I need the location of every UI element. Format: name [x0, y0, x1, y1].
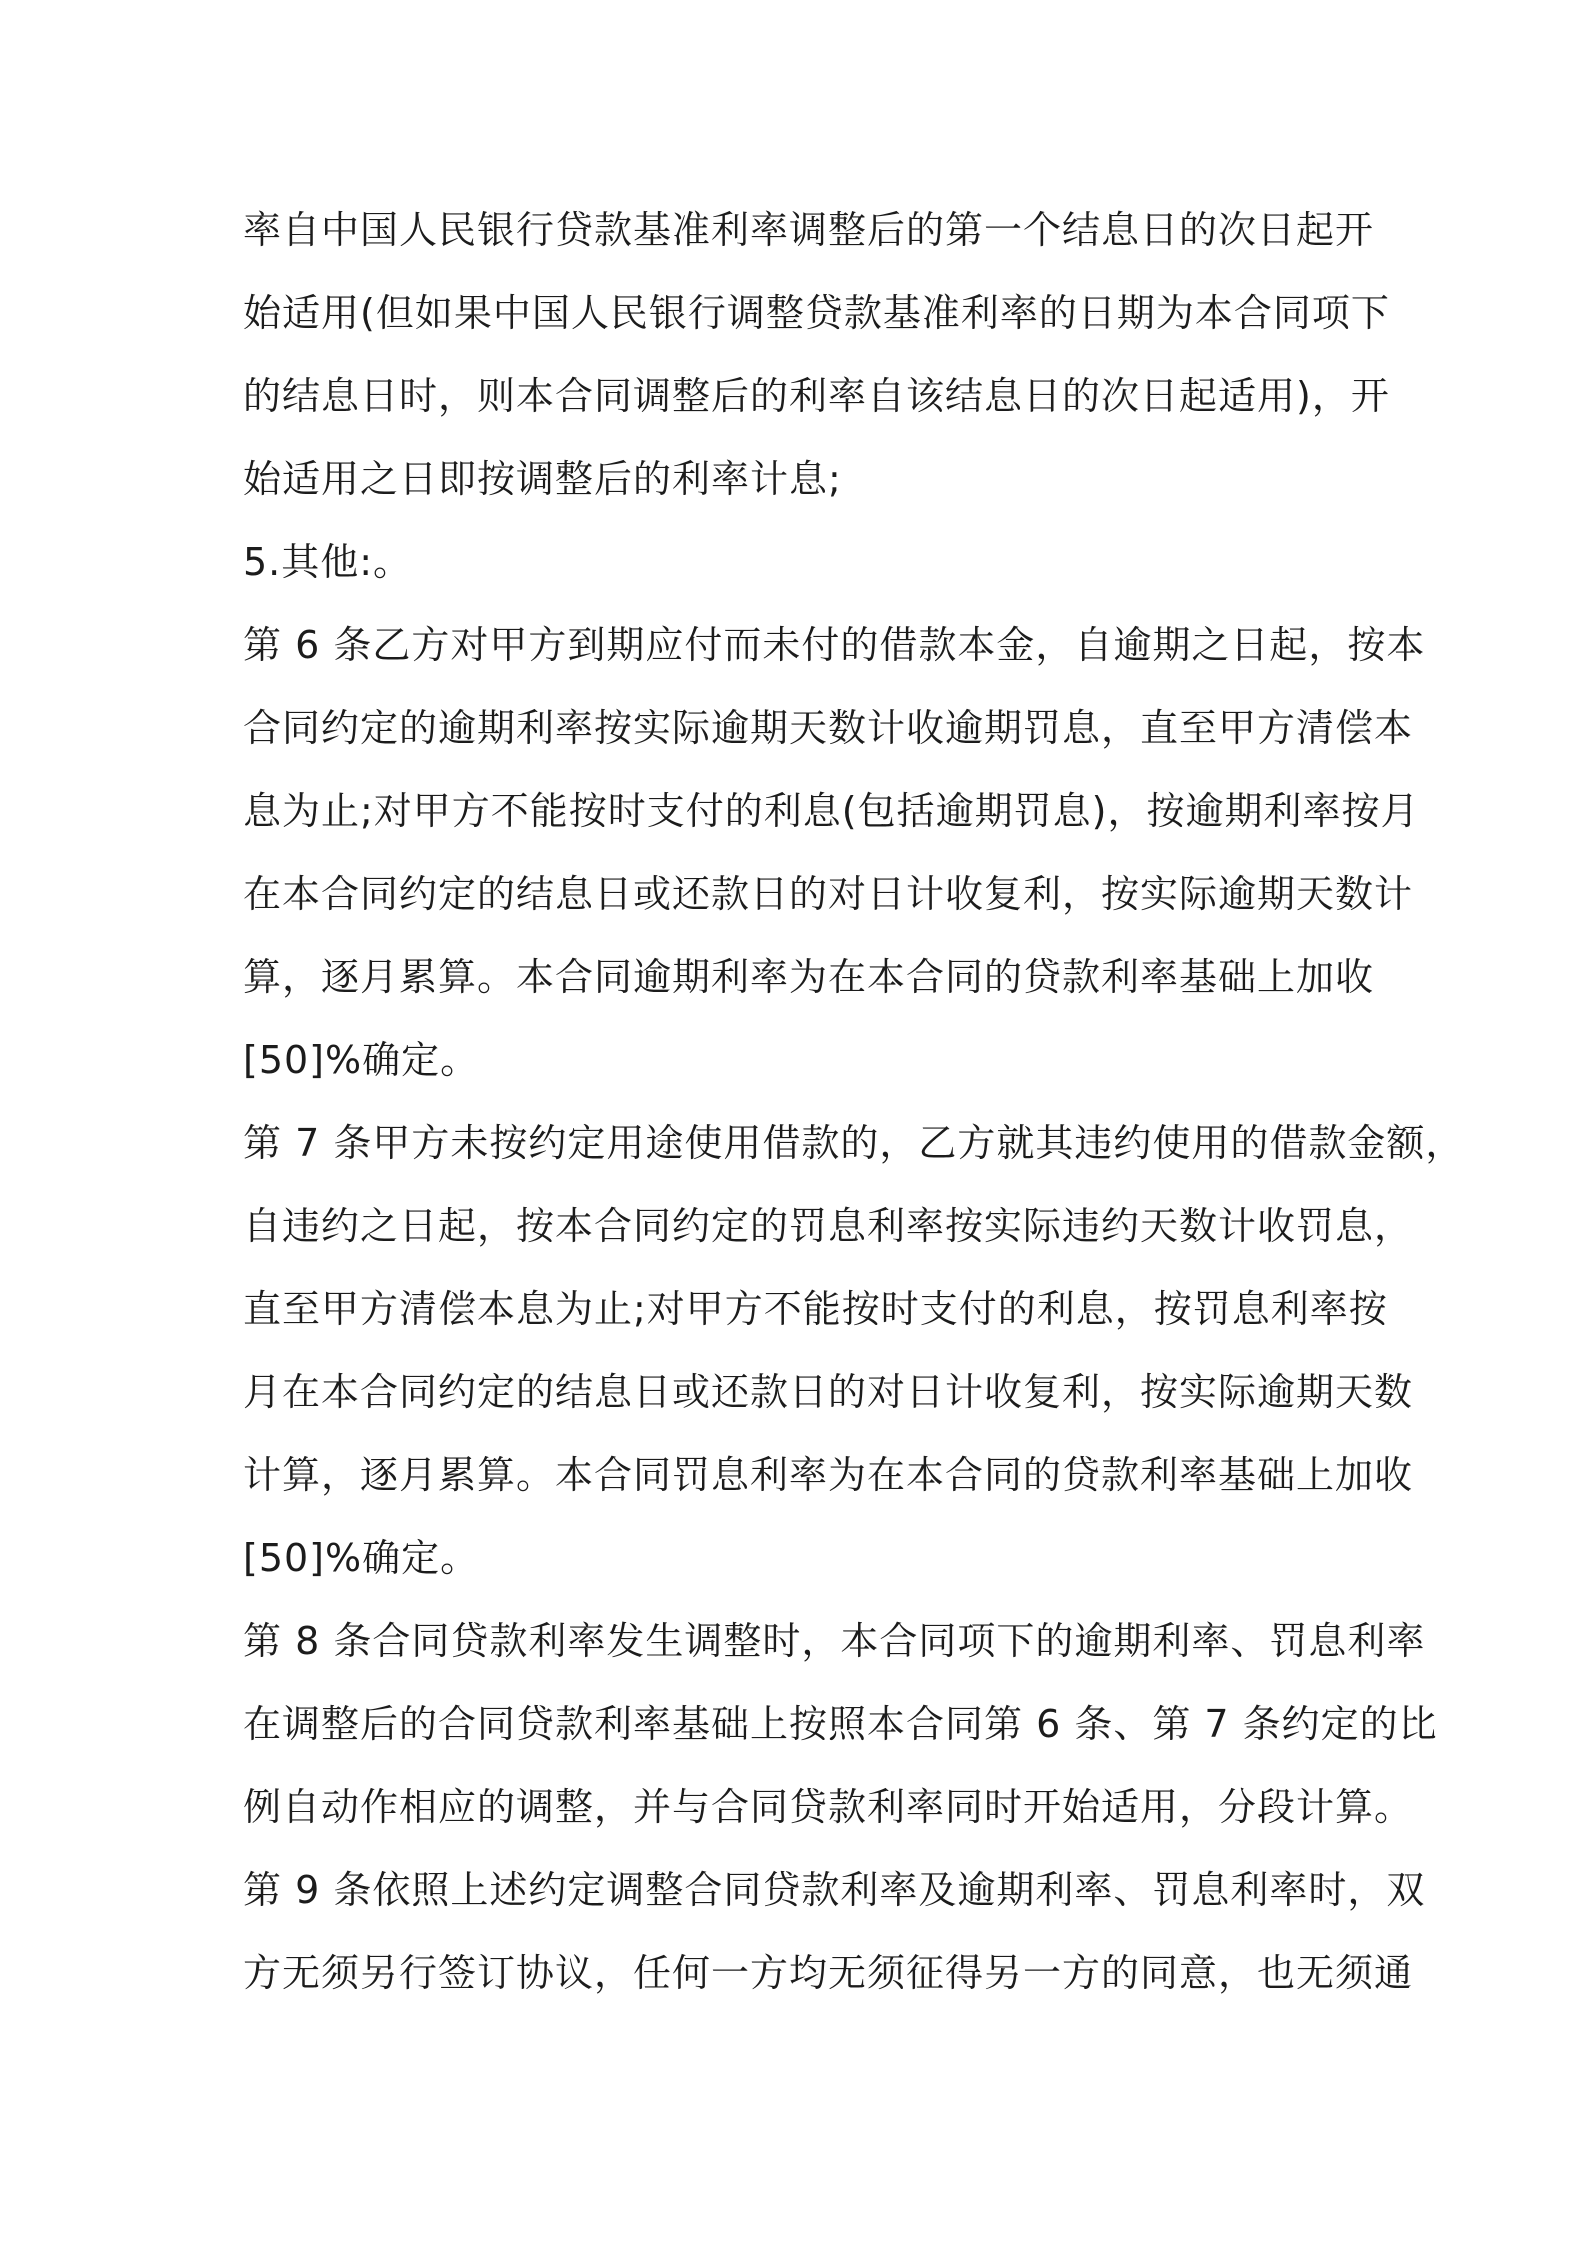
text-line: [50]%确定。	[243, 1038, 480, 1082]
text-line: 息为止;对甲方不能按时支付的利息(包括逾期罚息)，按逾期利率按月	[243, 789, 1420, 833]
text-line: 第 6 条乙方对甲方到期应付而未付的借款本金，自逾期之日起，按本	[243, 623, 1426, 667]
text-line: 月在本合同约定的结息日或还款日的对日计收复利，按实际逾期天数	[243, 1370, 1414, 1414]
text-line: 方无须另行签订协议，任何一方均无须征得另一方的同意，也无须通	[243, 1951, 1414, 1995]
text-line: 直至甲方清偿本息为止;对甲方不能按时支付的利息，按罚息利率按	[243, 1287, 1388, 1331]
text-line: 始适用(但如果中国人民银行调整贷款基准利率的日期为本合同项下	[243, 291, 1390, 335]
text-line: 第 9 条依照上述约定调整合同贷款利率及逾期利率、罚息利率时，双	[243, 1868, 1426, 1912]
text-line: 在本合同约定的结息日或还款日的对日计收复利，按实际逾期天数计	[243, 872, 1414, 916]
text-line: [50]%确定。	[243, 1536, 480, 1580]
text-line: 率自中国人民银行贷款基准利率调整后的第一个结息日的次日起开	[243, 208, 1375, 252]
text-line: 第 8 条合同贷款利率发生调整时，本合同项下的逾期利率、罚息利率	[243, 1619, 1426, 1663]
text-line: 始适用之日即按调整后的利率计息;	[243, 457, 842, 501]
text-line: 5.其他:。	[243, 540, 413, 584]
text-line: 例自动作相应的调整，并与合同贷款利率同时开始适用，分段计算。	[243, 1785, 1414, 1829]
text-line: 在调整后的合同贷款利率基础上按照本合同第 6 条、第 7 条约定的比	[243, 1702, 1438, 1746]
text-line: 自违约之日起，按本合同约定的罚息利率按实际违约天数计收罚息，	[243, 1204, 1414, 1248]
text-line: 的结息日时，则本合同调整后的利率自该结息日的次日起适用)，开	[243, 374, 1390, 418]
text-line: 计算，逐月累算。本合同罚息利率为在本合同的贷款利率基础上加收	[243, 1453, 1414, 1497]
text-line: 算，逐月累算。本合同逾期利率为在本合同的贷款利率基础上加收	[243, 955, 1375, 999]
text-line: 合同约定的逾期利率按实际逾期天数计收逾期罚息，直至甲方清偿本	[243, 706, 1414, 750]
text-line: 第 7 条甲方未按约定用途使用借款的，乙方就其违约使用的借款金额，	[243, 1121, 1465, 1165]
